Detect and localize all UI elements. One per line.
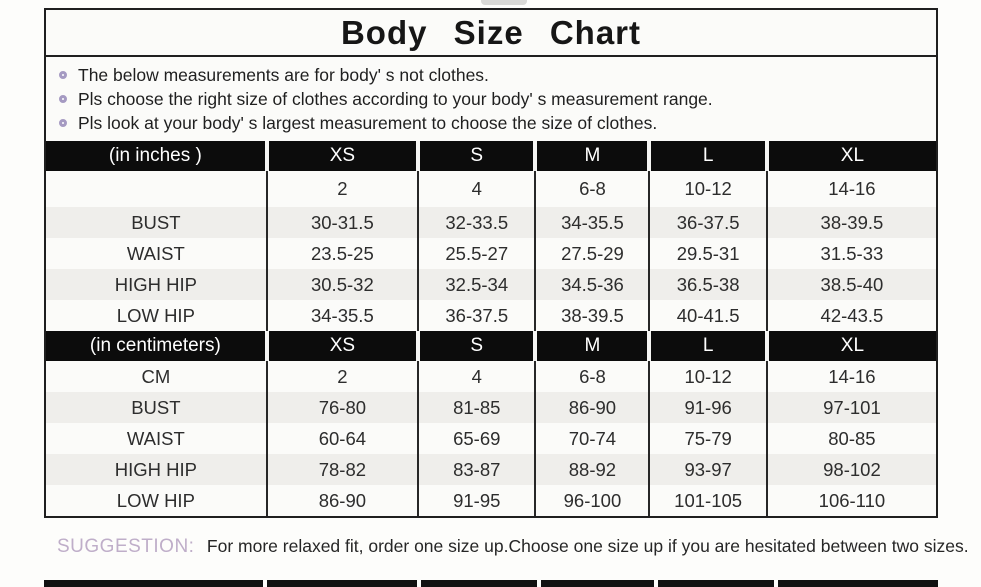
table-cell: 6-8 [535,171,649,207]
table-row-us-sizes [46,171,936,207]
table-cell: 81-85 [418,392,535,423]
table-row-waist-cm [46,423,936,454]
table-cell: 2 [267,171,418,207]
table-cell: 93-97 [649,454,766,485]
page-title: Body Size Chart [340,13,642,51]
cropped-header-segment [421,580,537,587]
table-cell: 91-96 [649,392,766,423]
row-label: WAIST [126,242,185,264]
table-cell: 14-16 [767,171,936,207]
table-cell: 75-79 [649,423,766,454]
table-row-lowhip-in [46,300,936,331]
title-box [46,10,936,57]
row-label: BUST [46,207,267,238]
cropped-next-table-header [44,580,938,587]
suggestion-text: For more relaxed fit, order one size up.Choose one size up if you are hesitated between two sizes. [206,536,969,556]
table-cell: 86-90 [535,392,649,423]
table-cell: 86-90 [267,485,418,516]
table-row-waist-in [46,238,936,269]
column-header-unit: (in centimeters) [46,331,267,361]
table-cell: 97-101 [767,392,936,423]
table-cell: 6-8 [535,361,649,392]
table-cell: 2 [267,361,418,392]
table-cell: 10-12 [649,171,766,207]
column-header-m: M [535,141,649,171]
table-cell: 101-105 [649,485,766,516]
column-header-l: L [649,331,766,361]
column-header-s: S [418,141,535,171]
note-line [59,111,928,135]
table-cell: 4 [418,361,535,392]
table-row-bust-in [46,207,936,238]
table-cell: 91-95 [418,485,535,516]
column-header-xs: XS [267,141,418,171]
row-label: CM [141,365,171,387]
cm-header-row [46,331,936,361]
table-cell: 25.5-27 [418,238,535,269]
column-header-xs: XS [267,331,418,361]
note-line [59,87,928,111]
column-header-xl: XL [767,331,936,361]
cropped-header-segment [267,580,417,587]
inches-header-row [46,141,936,171]
table-cell: 65-69 [418,423,535,454]
table-cell: 10-12 [649,361,766,392]
cropped-header-segment [778,580,938,587]
column-header-s: S [418,331,535,361]
table-cell: 60-64 [267,423,418,454]
table-cell: 36.5-38 [649,269,766,300]
table-row-lowhip-cm [46,485,936,516]
table-cell: 36-37.5 [418,300,535,331]
row-label: LOW HIP [116,304,195,326]
note-text: Pls choose the right size of clothes according to your body' s measurement range. [78,89,713,109]
table-cell: 88-92 [535,454,649,485]
table-cell: 78-82 [267,454,418,485]
row-label: BUST [46,392,267,423]
table-cell: 98-102 [767,454,936,485]
table-cell: 31.5-33 [767,238,936,269]
table-cell: 38-39.5 [535,300,649,331]
table-cell: 40-41.5 [649,300,766,331]
table-cell: 38-39.5 [767,207,936,238]
table-row-bust-cm [46,392,936,423]
table-cell: 32-33.5 [418,207,535,238]
table-cell: 23.5-25 [267,238,418,269]
note-text: Pls look at your body' s largest measurement to choose the size of clothes. [78,113,658,133]
column-header-unit: (in inches ) [46,141,267,171]
table-cell: 34.5-36 [535,269,649,300]
bullet-ring-icon [59,119,67,127]
table-cell: 70-74 [535,423,649,454]
table-cell: 76-80 [267,392,418,423]
cropped-header-segment [44,580,263,587]
row-label: HIGH HIP [46,269,267,300]
suggestion-line [57,536,967,558]
table-cell: 42-43.5 [767,300,936,331]
column-header-xl: XL [767,141,936,171]
bullet-ring-icon [59,71,67,79]
table-cell: 38.5-40 [767,269,936,300]
column-header-l: L [649,141,766,171]
cropped-header-segment [658,580,774,587]
table-cell: 30-31.5 [267,207,418,238]
note-line [59,63,928,87]
table-cell: 4 [418,171,535,207]
table-row-highhip-in [46,269,936,300]
table-row-highhip-cm [46,454,936,485]
table-cell: 36-37.5 [649,207,766,238]
row-label [46,171,267,207]
table-cell: 30.5-32 [267,269,418,300]
table-cell: 80-85 [767,423,936,454]
table-cell: 29.5-31 [649,238,766,269]
note-text: The below measurements are for body' s not clothes. [78,65,489,85]
chart-frame [44,8,938,518]
table-cell: 14-16 [767,361,936,392]
table-cell: 27.5-29 [535,238,649,269]
table-cell: 34-35.5 [267,300,418,331]
notes-section [46,57,936,141]
suggestion-label: SUGGESTION: [57,536,195,557]
cropped-header-segment [541,580,654,587]
size-table [46,141,936,516]
row-label: HIGH HIP [46,454,267,485]
table-cell: 83-87 [418,454,535,485]
table-cell: 96-100 [535,485,649,516]
table-cell: 32.5-34 [418,269,535,300]
table-cell: 34-35.5 [535,207,649,238]
table-cell: 106-110 [767,485,936,516]
table-row-cm-sizes [46,361,936,392]
cropped-fragment-top [481,0,527,5]
row-label: LOW HIP [116,489,195,511]
row-label: WAIST [126,427,185,449]
column-header-m: M [535,331,649,361]
bullet-ring-icon [59,95,67,103]
